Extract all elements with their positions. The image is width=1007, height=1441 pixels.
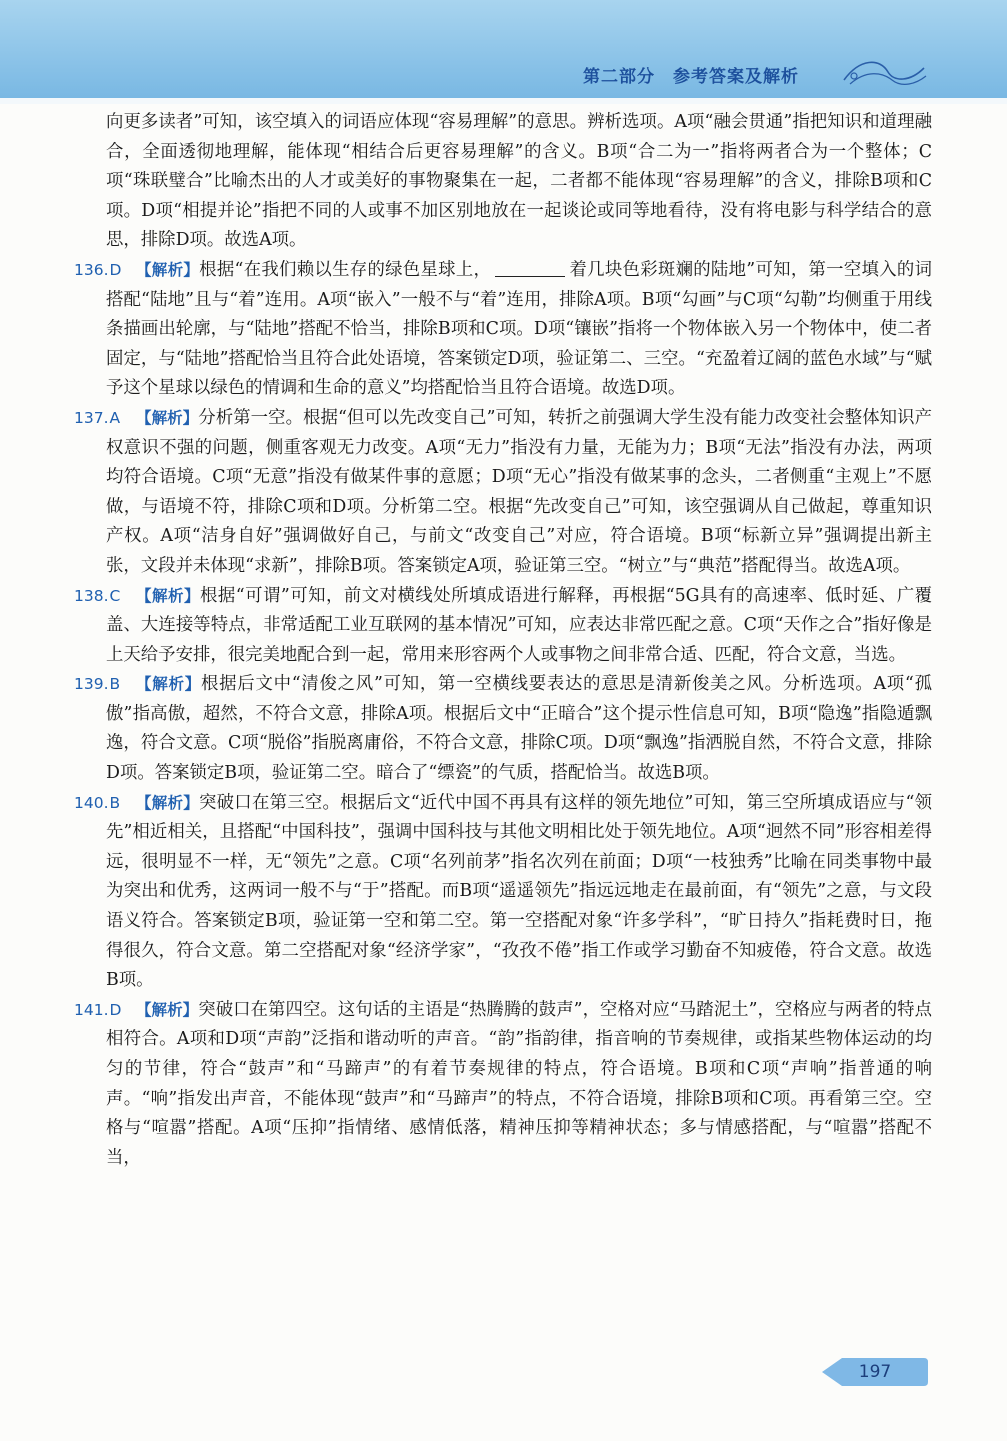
header-part: 第二部分 <box>583 67 655 87</box>
item-number: 139.B <box>74 675 121 694</box>
answer-item-139 <box>62 670 932 788</box>
header-divider <box>0 98 1007 104</box>
analysis-tag: 【解析】 <box>136 408 199 427</box>
item-text: 根据后文中“清俊之风”可知，第一空横线要表达的意思是清新俊美之风。分析选项。A项“孤傲”指高傲，超然，不符合文意，排除A项。根据后文中“正暗合”这个提示性信息可知，B项“隐逸”指隐遁飘逸，符合文意。C项“脱俗”指脱离庸俗，不符合文意，排除C项。D项“飘逸”指洒脱自然，不符合文意，排除D项。答案锁定B项，验证第二空。暗合了“缥瓷”的气质，搭配恰当。故选B项。 <box>106 674 932 784</box>
running-header <box>583 62 817 86</box>
analysis-tag: 【解析】 <box>136 260 200 279</box>
item-number: 138.C <box>74 586 121 605</box>
header-section: 参考答案及解析 <box>673 67 799 87</box>
item-text: 着几块色彩斑斓的陆地”可知，第一空填入的词搭配“陆地”且与“着”连用。A项“嵌入”一般不与“着”连用，排除A项。B项“勾画”与C项“勾勒”均侧重于用线条描画出轮廓，与“陆地”搭配不恰当，排除B项和C项。D项“镶嵌”指将一个物体嵌入另一个物体中，使二者固定，与“陆地”搭配恰当且符合此处语境，答案锁定D项，验证第二、三空。“充盈着辽阔的蓝色水域”与“赋予这个星球以绿色的情调和生命的意义”均搭配恰当且符合语境。故选D项。 <box>106 259 932 399</box>
answer-item-137 <box>62 404 932 582</box>
answer-item-141 <box>62 996 932 1174</box>
item-text: 突破口在第四空。这句话的主语是“热腾腾的鼓声”，空格对应“马踏泥土”，空格应与两者的特点相符合。A项和D项“声韵”泛指和谐动听的声音。“韵”指韵律，指音响的节奏规律，或指某些物体运动的均匀的节律，符合“鼓声”和“马蹄声”的有着节奏规律的特点，符合语境。B项和C项“声响”指普通的响声。“响”指发出声音，不能体现“鼓声”和“马蹄声”的特点，不符合语境，排除B项和C项。再看第三空。空格与“喧嚣”搭配。A项“压抑”指情绪、感情低落，精神压抑等精神状态；多与情感搭配，与“喧嚣”搭配不当， <box>106 999 932 1168</box>
item-number: 141.D <box>74 1000 122 1019</box>
item-answer: D <box>109 1000 122 1019</box>
answer-item-140 <box>62 789 932 996</box>
item-text-before-blank: 根据“在我们赖以生存的绿色星球上， <box>199 259 492 280</box>
item-answer: B <box>109 675 121 694</box>
analysis-tag: 【解析】 <box>136 586 200 605</box>
item-answer: B <box>109 793 121 812</box>
answer-item-136 <box>62 256 932 404</box>
item-answer: A <box>109 408 121 427</box>
item-number: 136.D <box>74 260 122 279</box>
item-number: 140.B <box>74 793 121 812</box>
page-number: 197 <box>858 1362 892 1382</box>
item-text: 分析第一空。根据“但可以先改变自己”可知，转折之前强调大学生没有能力改变社会整体知识产权意识不强的问题，侧重客观无力改变。A项“无力”指没有力量，无能为力；B项“无法”指没有办法，两项均符合语境。C项“无意”指没有做某件事的意愿；D项“无心”指没有做某事的念头，二者侧重“主观上”不愿做，与语境不符，排除C项和D项。分析第二空。根据“先改变自己”可知，该空强调从自己做起，尊重知识产权。A项“洁身自好”强调做好自己，与前文“改变自己”对应，符合语境。B项“标新立异”强调提出新主张，文段并未体现“求新”，排除B项。答案锁定A项，验证第三空。“树立”与“典范”搭配得当。故选A项。 <box>106 407 932 576</box>
analysis-tag: 【解析】 <box>136 675 202 694</box>
item-text: 突破口在第三空。根据后文“近代中国不再具有这样的领先地位”可知，第三空所填成语应与“领先”相近相关，且搭配“中国科技”，强调中国科技与其他文明相比处于领先地位。A项“迥然不同”形容相差得远，很明显不一样，无“领先”之意。C项“名列前茅”指名次列在前面；D项“一枝独秀”比喻在同类事物中最为突出和优秀，这两词一般不与“于”搭配。而B项“遥遥领先”指远远地走在最前面，有“领先”之意，与文段语义符合。答案锁定B项，验证第一空和第二空。第一空搭配对象“许多学科”，“旷日持久”指耗费时日，拖得很久，符合文意。第二空搭配对象“经济学家”，“孜孜不倦”指工作或学习勤奋不知疲倦，符合文意。故选B项。 <box>106 792 932 991</box>
item-answer: D <box>109 260 122 279</box>
fill-blank-line <box>495 258 565 277</box>
continued-paragraph: 向更多读者”可知，该空填入的词语应体现“容易理解”的意思。辨析选项。A项“融会贯通”指把知识和道理融合，全面透彻地理解，能体现“相结合后更容易理解”的含义。B项“合二为一”指将两者合为一个整体；C项“珠联璧合”比喻杰出的人才或美好的事物聚集在一起，二者都不能体现“容易理解”的含义，排除B项和C项。D项“相提并论”指把不同的人或事不加区别地放在一起谈论或同等地看待，没有将电影与科学结合的意思，排除D项。故选A项。 <box>106 112 932 251</box>
item-answer: C <box>109 586 121 605</box>
answer-content <box>62 108 932 1173</box>
analysis-tag: 【解析】 <box>136 793 200 812</box>
answer-item-138 <box>62 582 932 671</box>
item-text: 根据“可谓”可知，前文对横线处所填成语进行解释，再根据“5G具有的高速率、低时延、广覆盖、大连接等特点，非常适配工业互联网的基本情况”可知，应表达非常匹配之意。C项“天作之合”指好像是上天给予安排，很完美地配合到一起，常用来形容两个人或事物之间非常合适、匹配，符合文意，当选。 <box>106 585 932 665</box>
analysis-tag: 【解析】 <box>136 1000 199 1019</box>
item-number: 137.A <box>74 408 121 427</box>
swirl-ornament-icon <box>840 50 930 92</box>
